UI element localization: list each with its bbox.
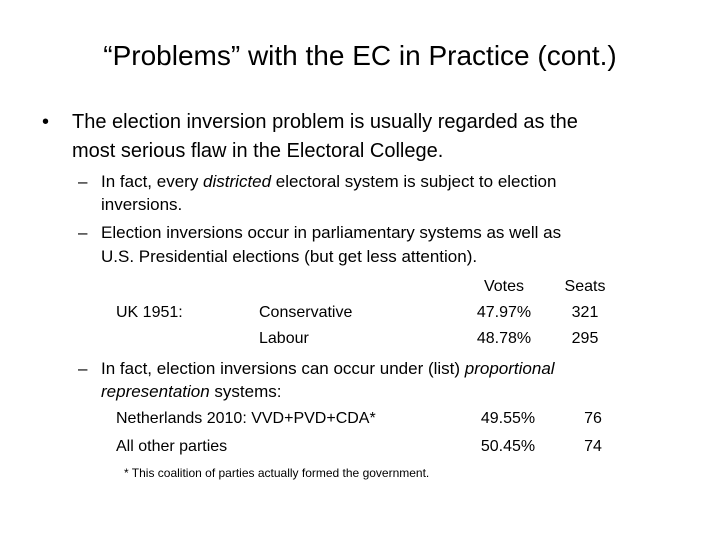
nl-row-seats: 74 <box>584 438 602 455</box>
nl-row-seats: 76 <box>584 410 602 427</box>
uk-row-party: Conservative <box>259 304 353 321</box>
sub-bullet-3-emphasis: proportional <box>464 359 555 378</box>
sub-bullet-2-line-2: U.S. Presidential elections (but get less attention). <box>101 247 478 266</box>
nl-row-party: Netherlands 2010: VVD+PVD+CDA* <box>116 410 376 427</box>
slide-title: “Problems” with the EC in Practice (cont.) <box>103 40 617 71</box>
uk-row-party: Labour <box>259 330 309 347</box>
sub-bullet-1-text-b: electoral system is subject to election <box>271 172 557 191</box>
dash-marker: – <box>78 359 88 378</box>
uk-row-seats: 321 <box>571 304 599 321</box>
dash-marker: – <box>78 223 88 242</box>
nl-row-party: All other parties <box>116 438 228 455</box>
dash-marker: – <box>78 172 88 191</box>
sub-bullet-3-text-a: In fact, election inversions can occur under (list) <box>101 359 465 378</box>
sub-bullet-1-line-1 <box>101 170 556 194</box>
uk-label: UK 1951: <box>116 304 183 321</box>
sub-bullet-1-emphasis: districted <box>203 172 272 191</box>
sub-bullet-1-text-a: In fact, every <box>101 172 204 191</box>
votes-header: Votes <box>483 278 525 295</box>
sub-bullet-3-line-1 <box>101 357 555 381</box>
sub-bullet-3-emphasis: representation <box>101 382 210 401</box>
bullet-marker: • <box>42 111 50 133</box>
nl-row-votes: 49.55% <box>480 410 536 427</box>
bullet-1-line-1: The election inversion problem is usually regarded as the <box>72 111 578 133</box>
sub-bullet-3-line-2 <box>101 380 281 404</box>
footnote: * This coalition of parties actually formed the government. <box>124 466 430 480</box>
sub-bullet-3-text-b: systems: <box>209 382 282 401</box>
uk-row-seats: 295 <box>571 330 599 347</box>
sub-bullet-2-line-1: Election inversions occur in parliamentary systems as well as <box>101 223 562 242</box>
bullet-1-line-2: most serious flaw in the Electoral College. <box>72 140 444 162</box>
seats-header: Seats <box>564 278 606 295</box>
uk-row-votes: 47.97% <box>476 304 532 321</box>
sub-bullet-1-line-2: inversions. <box>101 195 183 214</box>
uk-row-votes: 48.78% <box>476 330 532 347</box>
nl-row-votes: 50.45% <box>480 438 536 455</box>
